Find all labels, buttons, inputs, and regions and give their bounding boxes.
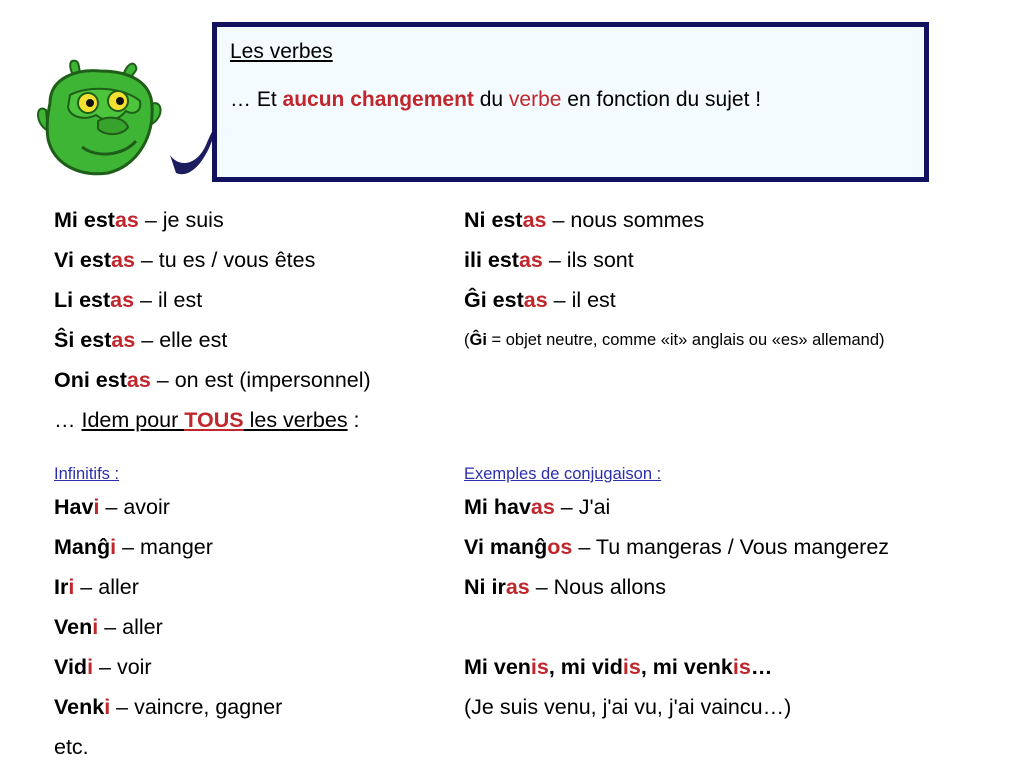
- verb-ending: as: [110, 288, 135, 312]
- conjugation-row: [464, 240, 885, 280]
- infinitive-row: [54, 487, 282, 527]
- callout-pre: … Et: [230, 88, 283, 111]
- infinitive-row: [54, 687, 282, 727]
- verb-ending: as: [505, 575, 530, 599]
- pronoun-verb: Mi est: [54, 208, 115, 232]
- verb-ending: os: [547, 535, 573, 559]
- gi-note: [464, 320, 885, 360]
- verb-stem: Venk: [54, 695, 105, 719]
- translation: – elle est: [135, 328, 228, 352]
- idem-suffix: :: [347, 408, 360, 432]
- callout-emph-verb: verbe: [508, 88, 562, 111]
- callout-post: en fonction du sujet !: [561, 88, 762, 111]
- infinitive-row: [54, 527, 282, 567]
- translation: – Nous allons: [529, 575, 666, 599]
- conjugation-row: [54, 200, 371, 240]
- callout-text: [230, 84, 911, 116]
- translation: – vaincre, gagner: [110, 695, 283, 719]
- note-open: (: [464, 331, 470, 349]
- pronoun-verb: Ŝi est: [54, 328, 112, 352]
- translation: – il est: [547, 288, 616, 312]
- translation: – aller: [74, 575, 139, 599]
- quote-ending: is: [530, 655, 549, 679]
- conjugation-row: [54, 280, 371, 320]
- verb-stem: Vid: [54, 655, 88, 679]
- verb-ending: as: [114, 208, 139, 232]
- infinitive-row: [54, 567, 282, 607]
- example-row: [464, 567, 889, 607]
- translation: – tu es / vous êtes: [134, 248, 316, 272]
- translation: – aller: [98, 615, 163, 639]
- quote-translation: (Je suis venu, j'ai vu, j'ai vaincu…): [464, 695, 792, 719]
- translation: – manger: [116, 535, 213, 559]
- verb-stem: Ir: [54, 575, 69, 599]
- spacer: [464, 607, 889, 647]
- verb-ending: as: [110, 248, 135, 272]
- conjugation-left-column: [54, 200, 371, 440]
- conjugation-row: [54, 320, 371, 360]
- pronoun-verb: ili est: [464, 248, 519, 272]
- verb-ending: i: [104, 695, 111, 719]
- translation: – Tu mangeras / Vous mangerez: [572, 535, 890, 559]
- pronoun-verb: Vi est: [54, 248, 111, 272]
- translation: – il est: [134, 288, 203, 312]
- examples-section: [464, 457, 889, 727]
- quote-part: , mi vid: [548, 655, 623, 679]
- callout-title: Les verbes: [230, 40, 333, 63]
- idem-line: [54, 400, 371, 440]
- translation: – ils sont: [542, 248, 634, 272]
- verb-stem: Hav: [54, 495, 94, 519]
- conjugation-row: [54, 360, 371, 400]
- idem-prefix: …: [54, 408, 82, 432]
- note-bold: Ĝi: [469, 331, 487, 349]
- verb-ending: as: [522, 208, 547, 232]
- verb-stem: Ven: [54, 615, 93, 639]
- quote-part: Mi ven: [464, 655, 531, 679]
- etc-text: etc.: [54, 735, 89, 759]
- callout-mid: du: [473, 88, 509, 111]
- verb-ending: as: [530, 495, 555, 519]
- verb-ending: i: [93, 495, 100, 519]
- examples-label: Exemples de conjugaison :: [464, 465, 662, 483]
- conjugation-row: [54, 240, 371, 280]
- translation: – J'ai: [554, 495, 611, 519]
- idem-text: Idem pour: [81, 408, 185, 432]
- translation: – nous sommes: [546, 208, 705, 232]
- verb-ending: as: [126, 368, 151, 392]
- quote-ending: is: [732, 655, 751, 679]
- verb-ending: i: [68, 575, 75, 599]
- verb-stem: Mi hav: [464, 495, 531, 519]
- verb-stem: Manĝ: [54, 535, 111, 559]
- pronoun-verb: Li est: [54, 288, 111, 312]
- veni-vidi-vici: [464, 647, 889, 687]
- translation: – avoir: [99, 495, 170, 519]
- verb-ending: i: [87, 655, 94, 679]
- pronoun-verb: Oni est: [54, 368, 127, 392]
- verb-stem: Ni ir: [464, 575, 506, 599]
- idem-text-end: les verbes: [243, 408, 348, 432]
- infinitive-row: [54, 607, 282, 647]
- translation: – on est (impersonnel): [150, 368, 371, 392]
- translation: – je suis: [138, 208, 224, 232]
- infinitives-section: [54, 457, 282, 767]
- example-row: [464, 527, 889, 567]
- pronoun-verb: Ni est: [464, 208, 523, 232]
- verb-ending: i: [92, 615, 99, 639]
- infinitive-row: [54, 647, 282, 687]
- callout-box: [212, 22, 929, 182]
- translation: – voir: [93, 655, 152, 679]
- conjugation-row: [464, 280, 885, 320]
- quote-part: …: [750, 655, 773, 679]
- note-text: = objet neutre, comme «it» anglais ou «es» allemand): [486, 331, 885, 349]
- quote-ending: is: [622, 655, 641, 679]
- infinitives-label: Infinitifs :: [54, 465, 120, 483]
- verb-stem: Vi manĝ: [464, 535, 548, 559]
- quote-part: , mi venk: [640, 655, 733, 679]
- verb-ending: as: [518, 248, 543, 272]
- conjugation-row: [464, 200, 885, 240]
- example-row: [464, 487, 889, 527]
- verb-ending: i: [110, 535, 117, 559]
- verb-ending: as: [523, 288, 548, 312]
- alien-mascot-icon: [28, 55, 228, 190]
- callout-emph-change: aucun changement: [282, 88, 474, 111]
- verb-ending: as: [111, 328, 136, 352]
- pronoun-verb: Ĝi est: [464, 288, 524, 312]
- conjugation-right-column: [464, 200, 885, 360]
- idem-tous: TOUS: [184, 408, 244, 432]
